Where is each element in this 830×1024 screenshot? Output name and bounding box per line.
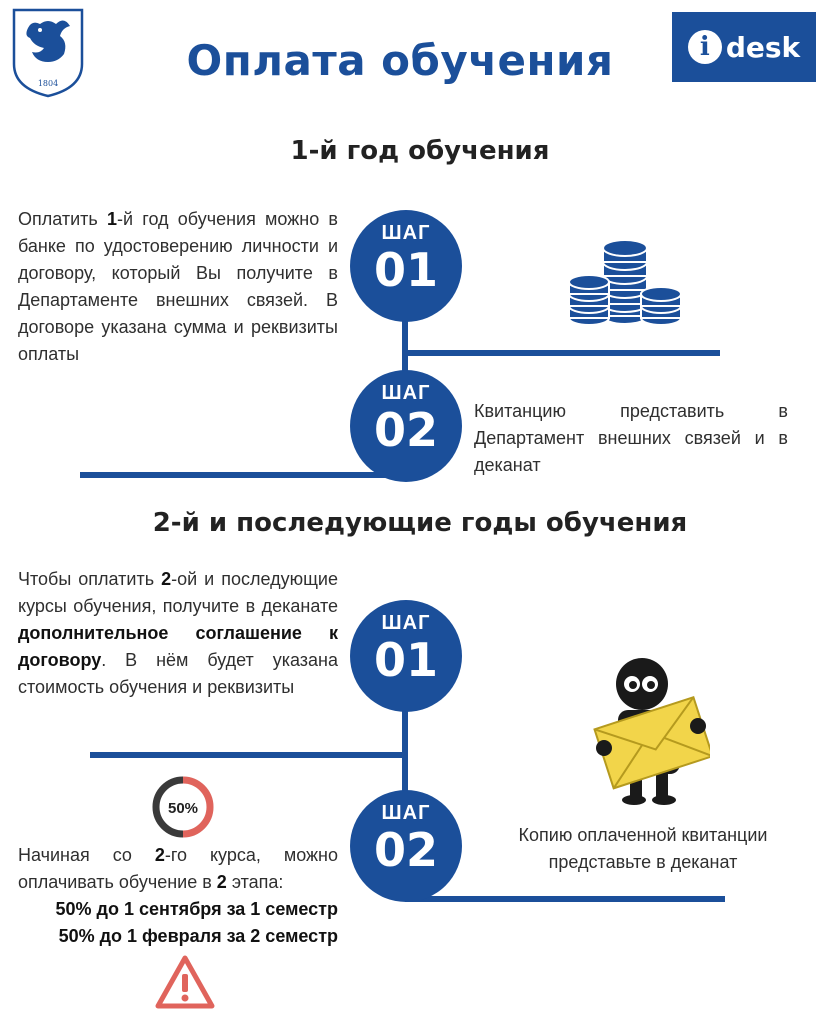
step-01-badge: ШАГ 01 <box>350 600 462 712</box>
idesk-logo[interactable] <box>672 12 816 82</box>
info-icon: i <box>688 30 722 64</box>
section1-step1-text: Оплатить 1-й год обучения можно в банке по удостоверению личности и договору, который Вы получите в Департаменте внешних связей. В договоре указана сумма и реквизиты оплаты <box>18 209 338 364</box>
warning-icon <box>154 954 216 1015</box>
connector-horizontal <box>405 896 725 902</box>
section1-step2-text: Квитанцию представить в Департамент внешних связей и в деканат <box>474 401 788 475</box>
installment-intro-text: Начиная со 2-го курса, можно оплачивать обучение в 2 этапа: <box>18 845 338 892</box>
step-02-badge: ШАГ 02 <box>350 790 462 902</box>
step-02-badge: ШАГ 02 <box>350 370 462 482</box>
connector-horizontal <box>90 752 406 758</box>
section-title-next-years: 2-й и последующие годы обучения <box>152 508 688 538</box>
connector-horizontal <box>80 472 410 478</box>
connector-horizontal <box>405 350 720 356</box>
section-title-first-year: 1-й год обучения <box>290 136 550 166</box>
installment-line-1: 50% до 1 сентября за 1 семестр <box>55 899 338 919</box>
half-progress-icon <box>150 774 216 845</box>
coins-icon <box>565 234 685 335</box>
idesk-label: desk <box>725 30 801 64</box>
svg-text:50%: 50% <box>167 800 199 817</box>
svg-text:1804: 1804 <box>37 79 59 88</box>
envelope-character-icon <box>590 656 710 811</box>
step-01-badge: ШАГ 01 <box>350 210 462 322</box>
section2-step2-text: Копию оплаченной квитанции представьте в деканат <box>518 825 768 872</box>
installment-line-2: 50% до 1 февраля за 2 семестр <box>58 926 338 946</box>
section2-step1-text: Чтобы оплатить 2-ой и последующие курсы обучения, получите в деканате дополнительное соглашение к договору. В нём будет указана стоимость обучения и реквизиты <box>18 569 338 697</box>
page-title: Оплата обучения <box>186 36 614 85</box>
